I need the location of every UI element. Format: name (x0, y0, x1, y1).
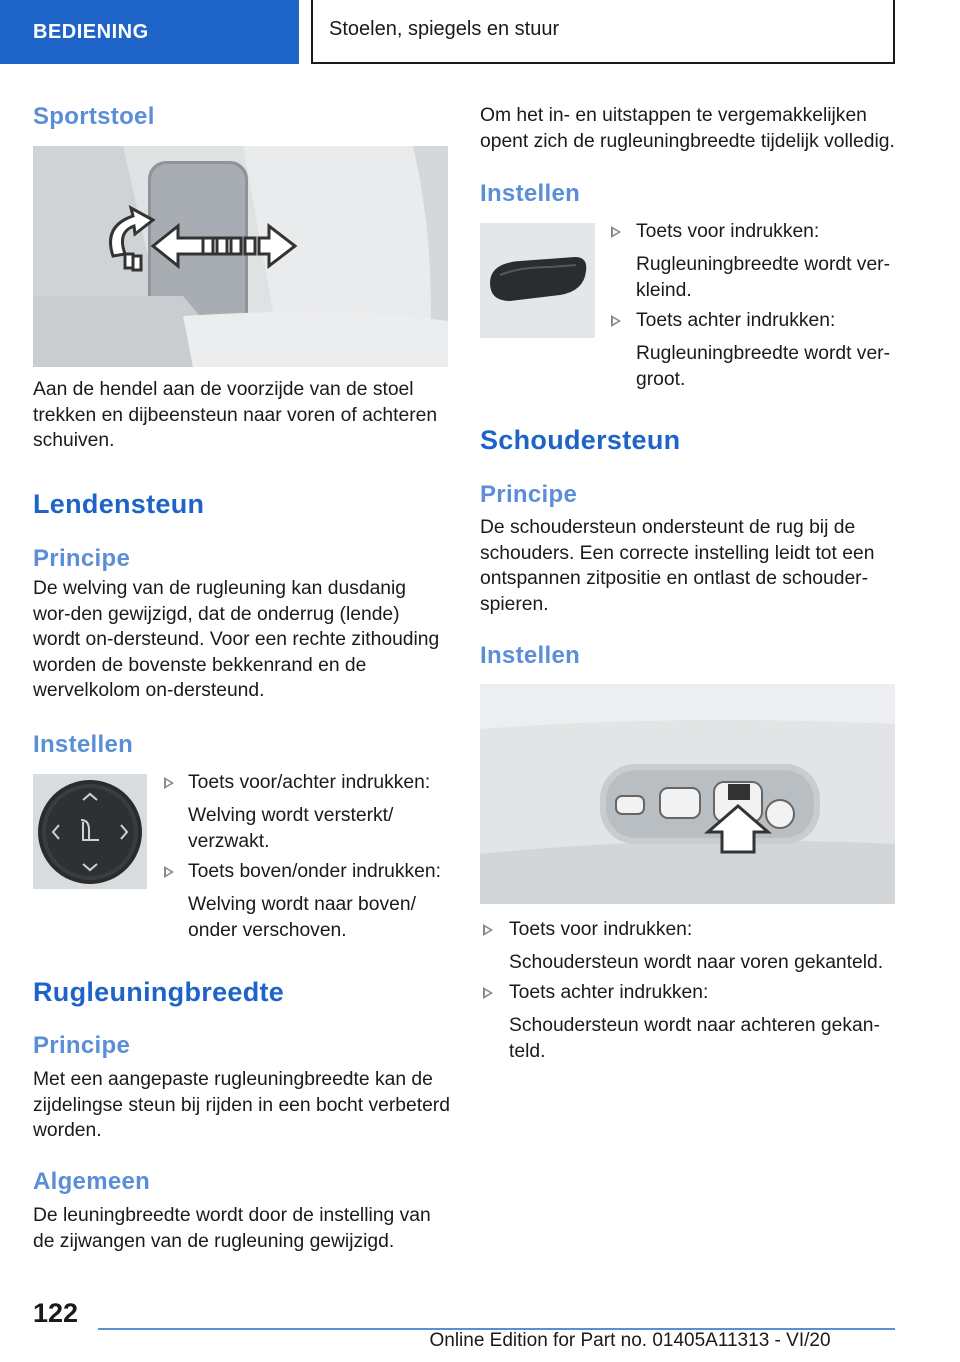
rug-principe-text: Met een aangepaste rugleuningbreedte kan de zijdelingse steun bij rijden in een bocht verbeterd worden. (33, 1069, 450, 1141)
bullet-triangle-icon (483, 924, 493, 936)
bullet-triangle-icon (164, 866, 174, 878)
bullet-triangle-icon (611, 315, 621, 327)
width-bullet-2-action: Toets achter indrukken: (636, 310, 836, 331)
lumbar-bullet-1-action: Toets voor/achter indrukken: (188, 772, 431, 793)
chapter-title: Stoelen, spiegels en stuur (329, 17, 560, 40)
schouder-principe-text: De schoudersteun ondersteunt de rug bij de schouders. Een correcte instelling leidt tot een ontspannen zitpositie en ontlast de schouder-spieren. (480, 517, 875, 615)
width-bullet-1-result: Rugleuningbreedte wordt ver-kleind. (636, 254, 891, 301)
width-bullet-1-action: Toets voor indrukken: (636, 221, 820, 242)
bullet-triangle-icon (164, 777, 174, 789)
footer-edition: Online Edition for Part no. 01405A11313 - VI/20 (429, 1330, 831, 1351)
shoulder-bullet-1-result: Schoudersteun wordt naar voren gekanteld. (509, 952, 884, 973)
shoulder-bullet-1-action: Toets voor indrukken: (509, 919, 693, 940)
shoulder-bullet-2-result: Schoudersteun wordt naar achteren gekan-teld. (509, 1015, 880, 1062)
heading-sportstoel: Sportstoel (33, 103, 155, 130)
rug-intro-text: Om het in- en uitstappen te vergemakkelijken opent zich de rugleuningbreedte tijdelijk volledig. (480, 105, 895, 152)
heading-rugleuningbreedte: Rugleuningbreedte (33, 977, 285, 1007)
width-switch-photo (480, 223, 595, 338)
lumbar-switch-photo (33, 774, 147, 889)
heading-rug-algemeen: Algemeen (33, 1168, 151, 1195)
rug-algemeen-text: De leuningbreedte wordt door de instelling van de zijwangen van de rugleuning gewijzigd. (33, 1205, 431, 1252)
lumbar-bullet-1-result: Welving wordt versterkt/ verzwakt. (188, 805, 394, 852)
heading-schouder-instellen: Instellen (480, 642, 581, 669)
heading-lendensteun-instellen: Instellen (33, 731, 134, 758)
sportstoel-photo (33, 146, 448, 367)
lumbar-bullet-2-action: Toets boven/onder indrukken: (188, 861, 441, 882)
heading-schouder-principe: Principe (480, 481, 578, 508)
sportstoel-text: Aan de hendel aan de voorzijde van de stoel trekken en dijbeensteun naar voren of achteren schuiven. (33, 379, 438, 451)
heading-lendensteun-principe: Principe (33, 545, 131, 572)
chapter-header (311, 0, 895, 64)
heading-schoudersteun: Schoudersteun (480, 425, 681, 455)
lumbar-bullet-2-result: Welving wordt naar boven/ onder verschoven. (188, 894, 416, 941)
heading-rug-instellen: Instellen (480, 180, 581, 207)
section-label: BEDIENING (33, 20, 149, 43)
page-number: 122 (33, 1298, 79, 1328)
heading-rug-principe: Principe (33, 1032, 131, 1059)
shoulder-switch-photo (480, 684, 895, 904)
bullet-triangle-icon (611, 226, 621, 238)
bullet-triangle-icon (483, 987, 493, 999)
shoulder-bullet-2-action: Toets achter indrukken: (509, 982, 709, 1003)
heading-lendensteun: Lendensteun (33, 489, 205, 519)
width-bullet-2-result: Rugleuningbreedte wordt ver-groot. (636, 343, 891, 390)
lendensteun-principe-text: De welving van de rugleuning kan dusdanig wor-den gewijzigd, dat de onderrug (lende) wordt on-dersteund. Voor een rechte zithouding worden de bovenste bekkenrand en de wervelkolom on-dersteund. (33, 578, 440, 701)
section-tab (0, 0, 299, 64)
